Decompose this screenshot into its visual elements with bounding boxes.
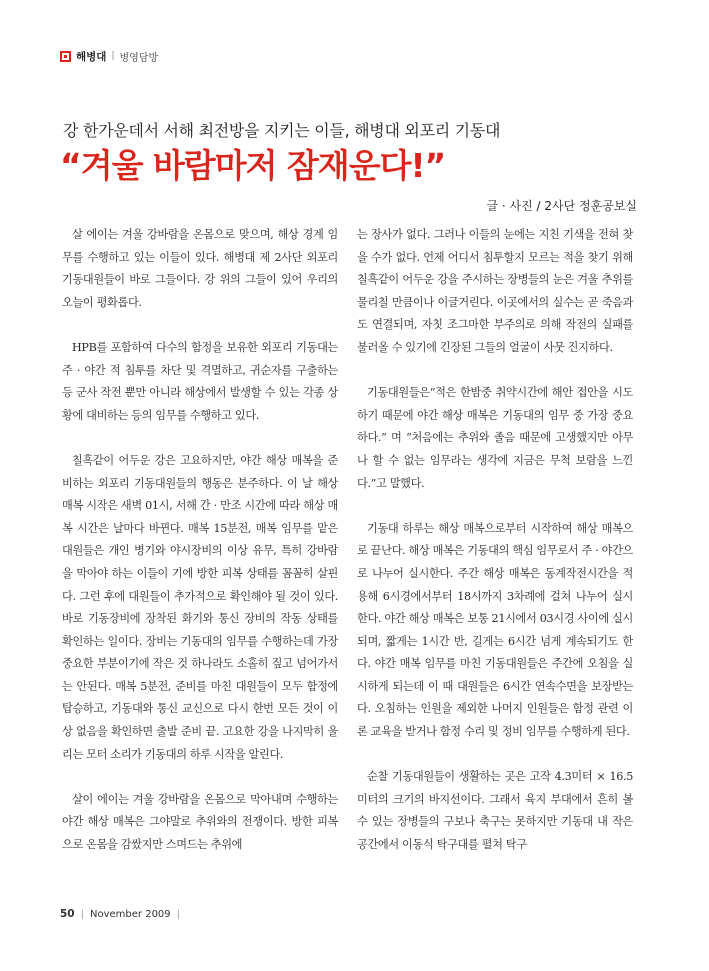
magazine-header [60,48,158,64]
header-separator: | [111,51,115,61]
body-column-left [62,224,338,857]
article-byline: 글 · 사진 / 2사단 정훈공보실 [486,199,637,213]
body-column-right [357,224,633,857]
paragraph: 기동대원들은“적은 한밤중 취약시간에 해안 접안을 시도하기 때문에 야간 해상 매복은 기동대의 임무 중 가장 중요하다.” 며 “처음에는 추위와 졸음 때문에 고생했지만 아무나 할 수 없는 임무라는 생각에 지금은 무척 보람을 느낀다.”고 말했다. [357,386,633,490]
paragraph: 살 에이는 겨울 강바람을 온몸으로 맞으며, 해상 경계 임무를 수행하고 있는 이들이 있다. 해병대 제 2사단 외포리 기동대원들이 바로 그들이다. 강 위의 그들이 있어 우리의 오늘이 평화롭다. [62,228,338,309]
page-number: 50 [60,908,75,920]
paragraph: HPB를 포함하여 다수의 함정을 보유한 외포리 기동대는 주 · 야간 적 침투를 차단 및 격멸하고, 귀순자를 구출하는 등 군사 작전 뿐만 아니라 해상에서 발생할 수 있는 각종 상황에 대비하는 등의 임무를 수행하고 있다. [62,340,338,422]
section-name: 병영담방 [119,52,159,64]
paragraph: 순찰 기동대원들이 생활하는 곳은 고작 4.3미터 × 16.5미터의 크기의 바지선이다. 그래서 육지 부대에서 흔히 볼 수 있는 장병들의 구보나 축구는 못하지만 기동대 내 작은 공간에서 이동식 탁구대를 펼쳐 탁구 [357,770,633,852]
square-logo-icon [60,51,71,62]
article-headline: “겨울 바람마저 잠재운다!” [60,146,446,185]
article-subtitle: 강 한가운데서 서해 최전방을 지키는 이들, 해병대 외포리 기동대 [63,121,501,140]
page-footer [60,908,186,920]
paragraph: 기동대 하루는 해상 매복으로부터 시작하여 해상 매복으로 끝난다. 해상 매복은 기동대의 핵심 임무로서 주 · 야간으로 나누어 실시한다. 주간 해상 매복은 동계작전시간을 적용해 6시경에서부터 18시까지 3차례에 걸쳐 나누어 실시한다. 야간 해상 매복은 보통 21시에서 03시경 사이에 실시되며, 짧게는 1시간 반, 길게는 6시간 넘게 계속되기도 한다. 야간 매복 임무를 마친 기동대원들은 주간에 오침을 실시하게 되는데 이 때 대원들은 6시간 연속수면을 보장받는다. 오침하는 인원을 제외한 나머지 인원들은 함정 관련 이론 교육을 받거나 함정 수리 및 정비 임무를 수행하게 된다. [357,521,633,739]
paragraph: 살이 에이는 겨울 강바람을 온몸으로 막아내며 수행하는 야간 해상 매복은 그야말로 추위와의 전쟁이다. 방한 피복으로 온몸을 감쌌지만 스며드는 추위에 [62,792,338,852]
paragraph-continued: 는 장사가 없다. 그러나 이들의 눈에는 지친 기색을 전혀 찾을 수가 없다. 언제 어디서 침투할지 모르는 적을 찾기 위해 칠흑같이 어두운 강을 주시하는 장병들의 눈은 겨울 추위를 물리칠 만큼이나 이글거린다. 이곳에서의 실수는 곧 죽음과도 연결되며, 자칫 조그마한 부주의로 의해 작전의 실패를 불러올 수 있기에 긴장된 그들의 얼굴이 사뭇 진지하다. [357,228,633,354]
paragraph: 칠흑같이 어두운 강은 고요하지만, 야간 해상 매복을 준비하는 외포리 기동대원들의 행동은 분주하다. 이 날 해상 매복 시작은 새벽 01시, 서해 간 · 만조 시간에 따라 해상 매복 시간은 날마다 바뀐다. 매복 15분전, 매복 임무를 맡은 대원들은 개인 병기와 야시장비의 이상 유무, 특히 강바람을 막아야 하는 이들이 기에 방한 피복 상태를 꼼꼼히 살핀다. 그런 후에 대원들이 추가적으로 확인해야 될 것이 있다. 바로 기동장비에 장착된 화기와 통신 장비의 작동 상태를 확인하는 일이다. 장비는 기동대의 임무를 수행하는데 가장 중요한 부분이기에 작은 것 하나라도 소홀히 짚고 넘어가서는 안된다. 매복 5분전, 준비를 마친 대원들이 모두 함정에 탑승하고, 기동대와 통신 교신으로 다시 한번 모든 것이 이상 없음을 확인하면 출발 준비 끝. 고요한 강을 나지막히 울리는 모터 소리가 기동대의 하루 시작을 알린다. [62,453,338,761]
footer-separator-end: | [176,908,181,920]
footer-separator: | [80,908,84,920]
brand-name: 해병대 [76,50,107,63]
issue-date: November 2009 [90,908,171,920]
